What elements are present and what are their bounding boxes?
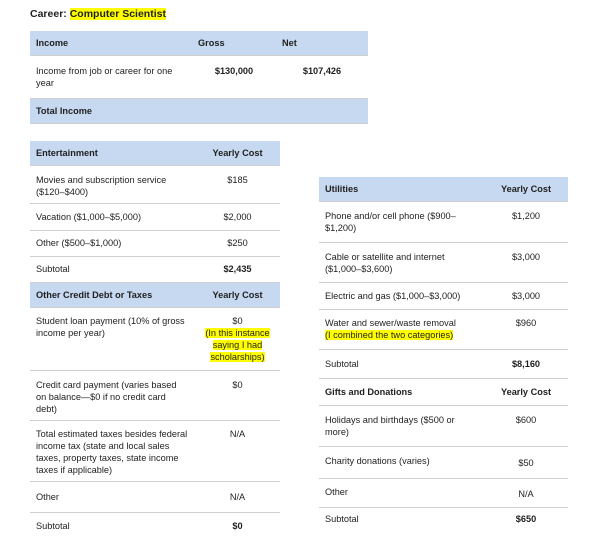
income-header: Income (30, 31, 192, 56)
entertainment-header-row (30, 141, 280, 166)
credit-subtotal-value: $0 (232, 521, 243, 531)
table-row (319, 202, 568, 243)
credit-row-cost: N/A (195, 482, 280, 513)
table-row (319, 406, 568, 447)
utilities-table (319, 177, 568, 533)
career-value: Computer Scientist (69, 8, 166, 20)
credit-row-label: Total estimated taxes besides federal income tax (state and local sales taxes, property taxes, state income taxes if applicable) (30, 421, 195, 482)
entertainment-subtotal-label: Subtotal (30, 257, 195, 283)
gifts-row-cost: N/A (484, 479, 568, 508)
income-total-row (30, 99, 368, 124)
table-row (30, 421, 280, 482)
gifts-subtotal-row (319, 508, 568, 534)
income-gross-value: $130,000 (192, 56, 276, 99)
income-net-value: $107,426 (276, 56, 368, 99)
entertainment-header: Entertainment (30, 141, 195, 166)
credit-subtotal-row (30, 513, 280, 541)
gifts-row-cost: $600 (484, 406, 568, 447)
entertainment-row-label: Other ($500–$1,000) (30, 231, 195, 257)
table-row (319, 310, 568, 350)
entertainment-row-cost: $250 (195, 231, 280, 257)
gross-header: Gross (192, 31, 276, 56)
table-row (30, 231, 280, 257)
utilities-row-cost: $3,000 (484, 283, 568, 310)
total-income-net (276, 99, 368, 124)
combined-note: (I combined the two categories) (325, 330, 454, 340)
table-row (319, 283, 568, 310)
credit-subtotal-label: Subtotal (36, 521, 70, 531)
gifts-row-label: Holidays and birthdays ($500 or more) (319, 406, 484, 447)
utilities-row-cost: $3,000 (484, 243, 568, 283)
table-row (319, 479, 568, 508)
credit-row-label: Student loan payment (10% of gross income per year) (30, 308, 195, 371)
entertainment-subtotal-row (30, 257, 280, 283)
table-row (30, 166, 280, 204)
career-label: Career: (30, 8, 67, 20)
credit-header-row (30, 283, 280, 308)
credit-row-cost: $0 (195, 371, 280, 421)
entertainment-cost-header: Yearly Cost (195, 141, 280, 166)
gifts-row-cost: $50 (484, 447, 568, 479)
table-row (30, 204, 280, 231)
entertainment-row-label: Movies and subscription service ($120–$400) (30, 166, 195, 204)
total-income-gross (192, 99, 276, 124)
entertainment-row-cost: $2,000 (195, 204, 280, 231)
table-row (30, 308, 280, 371)
expenses-table (30, 141, 280, 540)
entertainment-row-cost: $185 (195, 166, 280, 204)
utilities-row-label: Electric and gas ($1,000–$3,000) (319, 283, 484, 310)
credit-row-cost: $0 (232, 316, 243, 326)
utilities-row-cost: $1,200 (484, 202, 568, 243)
gifts-subtotal-value: $650 (515, 514, 537, 524)
utilities-row-label: Phone and/or cell phone ($900–$1,200) (319, 202, 484, 243)
utilities-row-cost: $960 (484, 310, 568, 350)
utilities-row-label: Cable or satellite and internet ($1,000–$3,600) (319, 243, 484, 283)
utilities-subtotal-row (319, 350, 568, 379)
net-header: Net (276, 31, 368, 56)
credit-row-cost-cell (195, 308, 280, 371)
utilities-water-cell (319, 310, 484, 350)
total-income-label: Total Income (30, 99, 192, 124)
utilities-cost-header: Yearly Cost (484, 177, 568, 202)
gifts-header: Gifts and Donations (319, 379, 484, 406)
entertainment-row-label: Vacation ($1,000–$5,000) (30, 204, 195, 231)
entertainment-subtotal-value: $2,435 (195, 257, 280, 283)
credit-row-cost: N/A (195, 421, 280, 482)
utilities-header-row (319, 177, 568, 202)
gifts-cost-header: Yearly Cost (484, 379, 568, 406)
credit-row-label: Other (30, 482, 195, 513)
table-row (319, 447, 568, 479)
utilities-header: Utilities (319, 177, 484, 202)
scholarship-note: (In this instance saying I had scholarships) (205, 328, 270, 362)
career-line (30, 8, 166, 20)
income-row-label: Income from job or career for one year (30, 56, 192, 99)
gifts-row-label: Other (319, 479, 484, 508)
gifts-subtotal-label: Subtotal (325, 514, 359, 524)
gifts-header-row (319, 379, 568, 406)
table-row (30, 371, 280, 421)
gifts-row-label: Charity donations (varies) (319, 447, 484, 479)
utilities-subtotal-label: Subtotal (319, 350, 484, 379)
credit-cost-header: Yearly Cost (195, 283, 280, 308)
credit-row-label: Credit card payment (varies based on balance—$0 if no credit card debt) (30, 371, 195, 421)
table-row (30, 56, 368, 99)
table-row (30, 482, 280, 513)
utilities-subtotal-value: $8,160 (484, 350, 568, 379)
utilities-row-label: Water and sewer/waste removal (325, 318, 456, 328)
income-header-row (30, 31, 368, 56)
income-table (30, 31, 368, 124)
credit-header: Other Credit Debt or Taxes (30, 283, 195, 308)
table-row (319, 243, 568, 283)
